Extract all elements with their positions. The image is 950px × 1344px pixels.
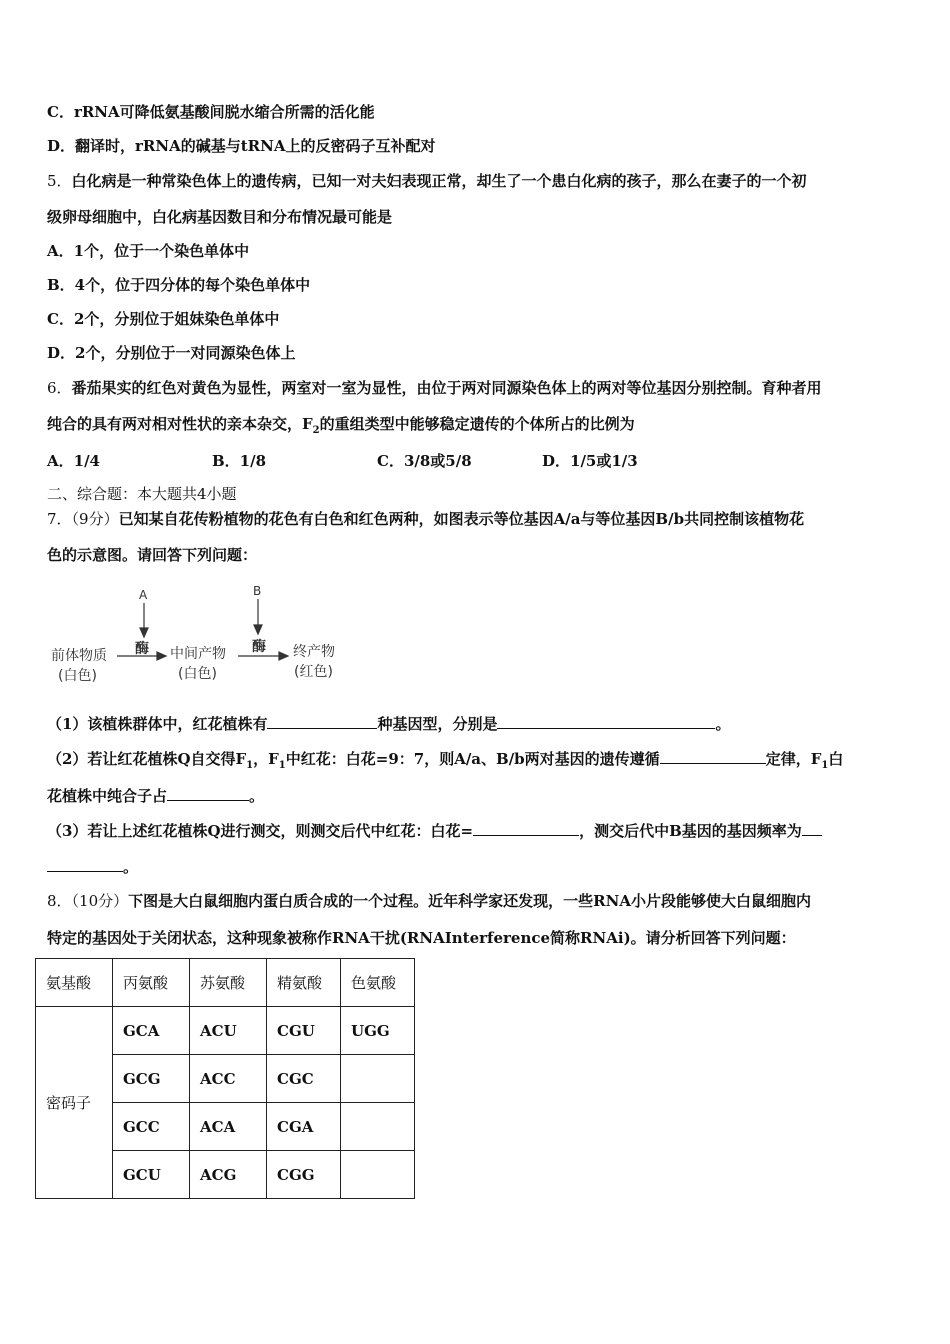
- enzyme-2-label: 酶: [252, 639, 266, 655]
- gene-b-label: B: [253, 584, 262, 598]
- table-cell: GCC: [113, 1103, 190, 1151]
- enzyme-1-label: 酶: [135, 641, 149, 657]
- q5-stem-text: 白化病是一种常染色体上的遗传病，已知一对夫妇表现正常，却生了一个患白化病的孩子，那么在妻子的一个初: [71, 172, 807, 190]
- table-cell: GCG: [113, 1055, 190, 1103]
- answer-blank[interactable]: [473, 820, 579, 836]
- q7-stem-text: 已知某自花传粉植物的花色有白色和红色两种，如图表示等位基因A/a与等位基因B/b共同控制该植物花: [118, 510, 805, 528]
- arrow-a-head: [140, 628, 148, 637]
- answer-blank[interactable]: [660, 748, 766, 764]
- table-cell: [341, 1103, 415, 1151]
- answer-blank[interactable]: [47, 856, 123, 872]
- section-heading: 二、综合题：本大题共4小题: [47, 485, 237, 503]
- table-header-cell: 色氨酸: [341, 959, 415, 1007]
- answer-blank[interactable]: [167, 785, 249, 801]
- table-cell: CGC: [267, 1055, 341, 1103]
- table-cell: UGG: [341, 1007, 415, 1055]
- q5-option-d: D．2个，分别位于一对同源染色体上: [47, 344, 296, 362]
- table-header-row: [36, 959, 415, 1007]
- arrow-step1-head: [157, 652, 166, 660]
- q8-stem-line1: [47, 891, 811, 911]
- table-header-cell: 丙氨酸: [113, 959, 190, 1007]
- table-cell: ACG: [190, 1151, 267, 1199]
- q6-option-b: B．1/8: [212, 452, 267, 470]
- answer-blank[interactable]: [497, 713, 715, 729]
- table-cell: ACC: [190, 1055, 267, 1103]
- end-product-color: (红色): [294, 664, 333, 680]
- q8-stem-text: 下图是大白鼠细胞内蛋白质合成的一个过程。近年科学家还发现，一些RNA小片段能够使大白鼠细胞内: [128, 892, 811, 910]
- table-header-cell: 氨基酸: [36, 959, 113, 1007]
- q5-option-a: A．1个，位于一个染色单体中: [47, 242, 250, 260]
- q7-number: 7．（9分）: [47, 510, 119, 528]
- q6-stem-text: 番茄果实的红色对黄色为显性，两室对一室为显性，由位于两对同源染色体上的两对等位基因分别控制。育种者用: [71, 379, 822, 397]
- table-cell: [341, 1151, 415, 1199]
- end-product-label: 终产物: [293, 644, 335, 660]
- q5-number: 5．: [47, 172, 72, 190]
- q5-option-c: C．2个，分别位于姐妹染色单体中: [47, 310, 280, 328]
- q7-part2-line1: （2）若让红花植株Q自交得$F_1$，$F_1$中红花：白花=9：7，则A/a、B/b两对基因的遗传遵循 定律，$F_1$白: [47, 750, 844, 771]
- precursor-color: (白色): [58, 668, 97, 684]
- q6-number: 6．: [47, 379, 72, 397]
- table-header-cell: 精氨酸: [267, 959, 341, 1007]
- precursor-label: 前体物质: [51, 648, 107, 664]
- q6-option-c: C．3/8或5/8: [377, 452, 472, 470]
- arrow-step2-head: [279, 652, 288, 660]
- q4-option-d: D．翻译时，rRNA的碱基与tRNA上的反密码子互补配对: [47, 137, 436, 155]
- table-cell: GCA: [113, 1007, 190, 1055]
- q7-part1: （1）该植株群体中，红花植株有 种基因型，分别是 。: [47, 715, 731, 733]
- q7-part3-line2: 。: [47, 856, 138, 877]
- q5-stem-line2: 级卵母细胞中，白化病基因数目和分布情况最可能是: [47, 208, 393, 226]
- q7-part2-line2: 花植株中纯合子占 。: [47, 787, 265, 805]
- table-cell: CGU: [267, 1007, 341, 1055]
- q6-stem-line2: 纯合的具有两对相对性状的亲本杂交，$F_2$的重组类型中能够稳定遗传的个体所占的比例为: [47, 415, 635, 436]
- q7-stem-line2: 色的示意图。请回答下列问题：: [47, 546, 258, 564]
- table-cell: CGG: [267, 1151, 341, 1199]
- table-cell: ACA: [190, 1103, 267, 1151]
- q8-stem-line2: 特定的基因处于关闭状态，这种现象被称作RNA干扰(RNAInterference简称RNAi)。请分析回答下列问题：: [47, 929, 796, 947]
- q4-option-c: C．rRNA可降低氨基酸间脱水缩合所需的活化能: [47, 103, 375, 121]
- q7-part3-line1: （3）若让上述红花植株Q进行测交，则测交后代中红花：白花= ，测交后代中B基因的基因频率为: [47, 820, 822, 841]
- table-header-cell: 苏氨酸: [190, 959, 267, 1007]
- gene-a-label: A: [139, 588, 148, 602]
- codon-table: [35, 958, 415, 1199]
- answer-blank[interactable]: [267, 713, 377, 729]
- table-cell: CGA: [267, 1103, 341, 1151]
- q5-option-b: B．4个，位于四分体的每个染色单体中: [47, 276, 311, 294]
- q8-number: 8．（10分）: [47, 892, 129, 910]
- intermediate-color: (白色): [178, 666, 217, 682]
- table-cell: [341, 1055, 415, 1103]
- row-label-cell: 密码子: [36, 1007, 113, 1199]
- arrow-b-head: [254, 625, 262, 634]
- table-cell: ACU: [190, 1007, 267, 1055]
- answer-blank[interactable]: [802, 820, 822, 836]
- intermediate-label: 中间产物: [170, 646, 226, 662]
- table-row: [36, 1007, 415, 1055]
- q6-option-d: D．1/5或1/3: [542, 452, 638, 470]
- q6-option-a: A．1/4: [47, 452, 100, 470]
- table-cell: GCU: [113, 1151, 190, 1199]
